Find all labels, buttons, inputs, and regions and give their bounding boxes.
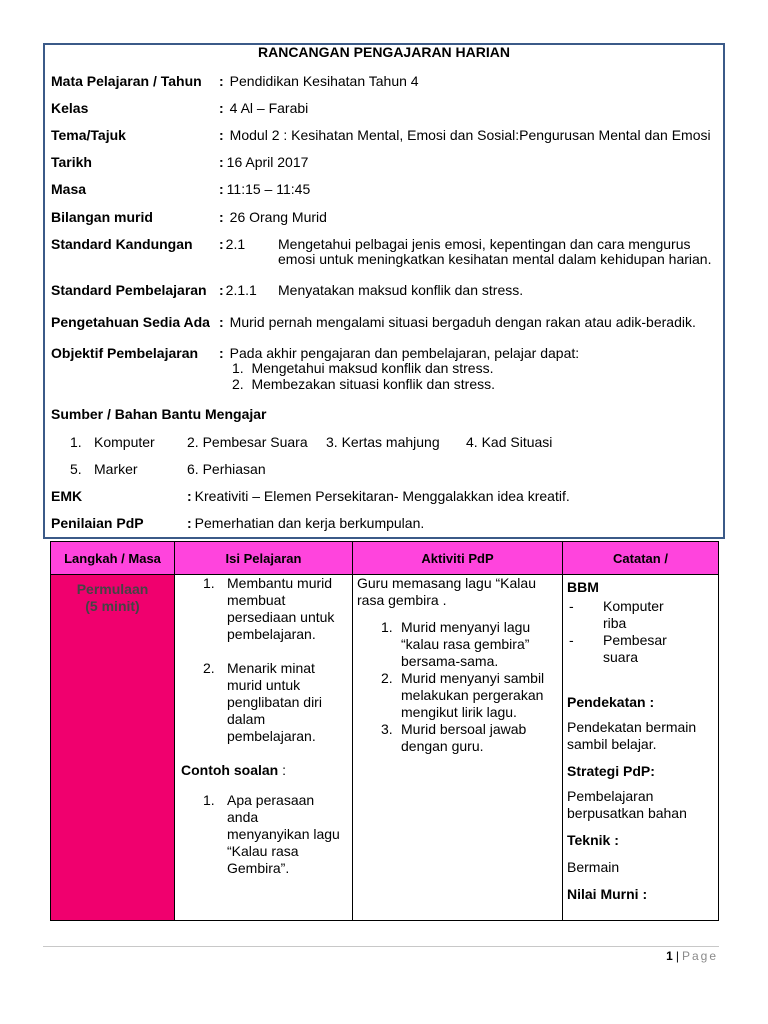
emk-value: : Kreativiti – Elemen Persekitaran- Menggalakkan idea kreatif.	[187, 488, 570, 504]
penilaian-value: : Pemerhatian dan kerja berkumpulan.	[187, 515, 425, 531]
column-header-aktiviti: Aktiviti PdP	[353, 542, 563, 575]
footer-divider	[43, 946, 719, 947]
objektif-intro: : Pada akhir pengajaran dan pembelajaran, pelajar dapat:	[219, 345, 580, 361]
standard-pembelajaran-label: Standard Pembelajaran	[51, 282, 207, 298]
pendekatan-text-1: Pendekatan bermain	[567, 719, 697, 735]
field-value-students: : 26 Orang Murid	[219, 209, 327, 225]
lesson-plan-header-box	[43, 43, 725, 539]
standard-kandungan-label: Standard Kandungan	[51, 236, 193, 252]
page-word: Page	[681, 949, 718, 963]
sumber-num-1: 1.	[70, 434, 82, 450]
aktiviti-item: 3. Murid bersoal jawab dengan guru.	[381, 721, 527, 754]
objektif-list	[232, 360, 495, 392]
isi-item: 2. Menarik minat murid untuk penglibatan diri dalam pembelajaran.	[203, 660, 322, 744]
contoh-item: 1. Apa perasaan anda menyanyikan lagu “Kalau rasa Gembira”.	[203, 792, 340, 876]
table-header-row	[51, 542, 719, 575]
pendekatan-text-2: sambil belajar.	[567, 736, 657, 752]
sumber-item-pembesar-suara: 2. Pembesar Suara	[187, 434, 308, 450]
objektif-item: 1. Mengetahui maksud konflik dan stress.	[232, 360, 494, 376]
column-header-catatan: Catatan /	[563, 542, 719, 575]
field-label-theme: Tema/Tajuk	[51, 127, 126, 143]
contoh-soalan-label: Contoh soalan :	[181, 762, 287, 778]
field-label-time: Masa	[51, 181, 87, 197]
sumber-item-perhiasan: 6. Perhiasan	[187, 461, 266, 477]
catatan-cell	[563, 575, 719, 921]
sumber-label: Sumber / Bahan Bantu Mengajar	[51, 406, 267, 422]
standard-kandungan-text-2: emosi untuk meningkatkan kesihatan mental dalam kehidupan harian.	[278, 251, 712, 267]
lesson-activity-table	[50, 541, 719, 921]
objektif-item: 2. Membezakan situasi konflik dan stress.	[232, 376, 496, 392]
footer-separator: |	[675, 949, 679, 963]
sumber-num-5: 5.	[70, 461, 82, 477]
field-label-subject: Mata Pelajaran / Tahun	[51, 73, 202, 89]
sumber-item-marker: Marker	[94, 461, 138, 477]
step-time: (5 minit)	[85, 598, 140, 614]
standard-kandungan-text-1: Mengetahui pelbagai jenis emosi, kepentingan dan cara mengurus	[278, 236, 691, 252]
pendekatan-label: Pendekatan :	[567, 694, 655, 710]
bbm-label: BBM	[567, 579, 599, 595]
standard-pembelajaran-code: : 2.1.1	[219, 282, 257, 298]
bbm-item: - Komputer riba	[569, 598, 664, 631]
sumber-item-kertas-mahjung: 3. Kertas mahjung	[326, 434, 440, 450]
field-label-class: Kelas	[51, 100, 89, 116]
sumber-item-kad-situasi: 4. Kad Situasi	[466, 434, 553, 450]
objektif-label: Objektif Pembelajaran	[51, 345, 199, 361]
strategi-label: Strategi PdP:	[567, 763, 655, 779]
isi-pelajaran-cell	[175, 575, 353, 921]
standard-kandungan-code: : 2.1	[219, 236, 246, 252]
teknik-label: Teknik :	[567, 832, 619, 848]
sumber-item-komputer: Komputer	[94, 434, 155, 450]
field-label-students: Bilangan murid	[51, 209, 153, 225]
isi-item: 1. Membantu murid membuat persediaan untuk pembelajaran.	[203, 575, 335, 642]
table-row	[51, 575, 719, 921]
nilai-murni-label: Nilai Murni :	[567, 886, 648, 902]
teknik-text: Bermain	[567, 859, 620, 875]
page-footer	[666, 949, 718, 963]
field-value-date: : 16 April 2017	[219, 154, 309, 170]
penilaian-label: Penilaian PdP	[51, 515, 144, 531]
step-cell	[51, 575, 175, 921]
field-value-subject: : Pendidikan Kesihatan Tahun 4	[219, 73, 419, 89]
standard-pembelajaran-text: Menyatakan maksud konflik dan stress.	[278, 282, 524, 298]
column-header-langkah: Langkah / Masa	[51, 542, 175, 575]
bbm-item: - Pembesar suara	[569, 632, 667, 665]
page-number: 1	[666, 949, 673, 963]
page-title: RANCANGAN PENGAJARAN HARIAN	[257, 44, 510, 60]
field-value-theme: : Modul 2 : Kesihatan Mental, Emosi dan Sosial:Pengurusan Mental dan Emosi	[219, 127, 711, 143]
field-value-class: : 4 Al – Farabi	[219, 100, 309, 116]
pengetahuan-value: : Murid pernah mengalami situasi bergaduh dengan rakan atau adik-beradik.	[219, 314, 696, 330]
field-label-date: Tarikh	[51, 154, 92, 170]
emk-label: EMK	[51, 488, 83, 504]
aktiviti-intro-1: Guru memasang lagu “Kalau	[357, 575, 536, 591]
field-value-time: : 11:15 – 11:45	[219, 181, 311, 197]
column-header-isi: Isi Pelajaran	[175, 542, 353, 575]
strategi-text-1: Pembelajaran	[567, 788, 654, 804]
aktiviti-intro-2: rasa gembira .	[357, 592, 447, 608]
pengetahuan-label: Pengetahuan Sedia Ada	[51, 314, 210, 330]
aktiviti-item: 1. Murid menyanyi lagu “kalau rasa gembira” bersama-sama.	[381, 619, 531, 669]
aktiviti-item: 2. Murid menyanyi sambil melakukan pergerakan mengikut lirik lagu.	[381, 670, 545, 720]
strategi-text-2: berpusatkan bahan	[567, 805, 687, 821]
step-name: Permulaan	[76, 581, 149, 597]
